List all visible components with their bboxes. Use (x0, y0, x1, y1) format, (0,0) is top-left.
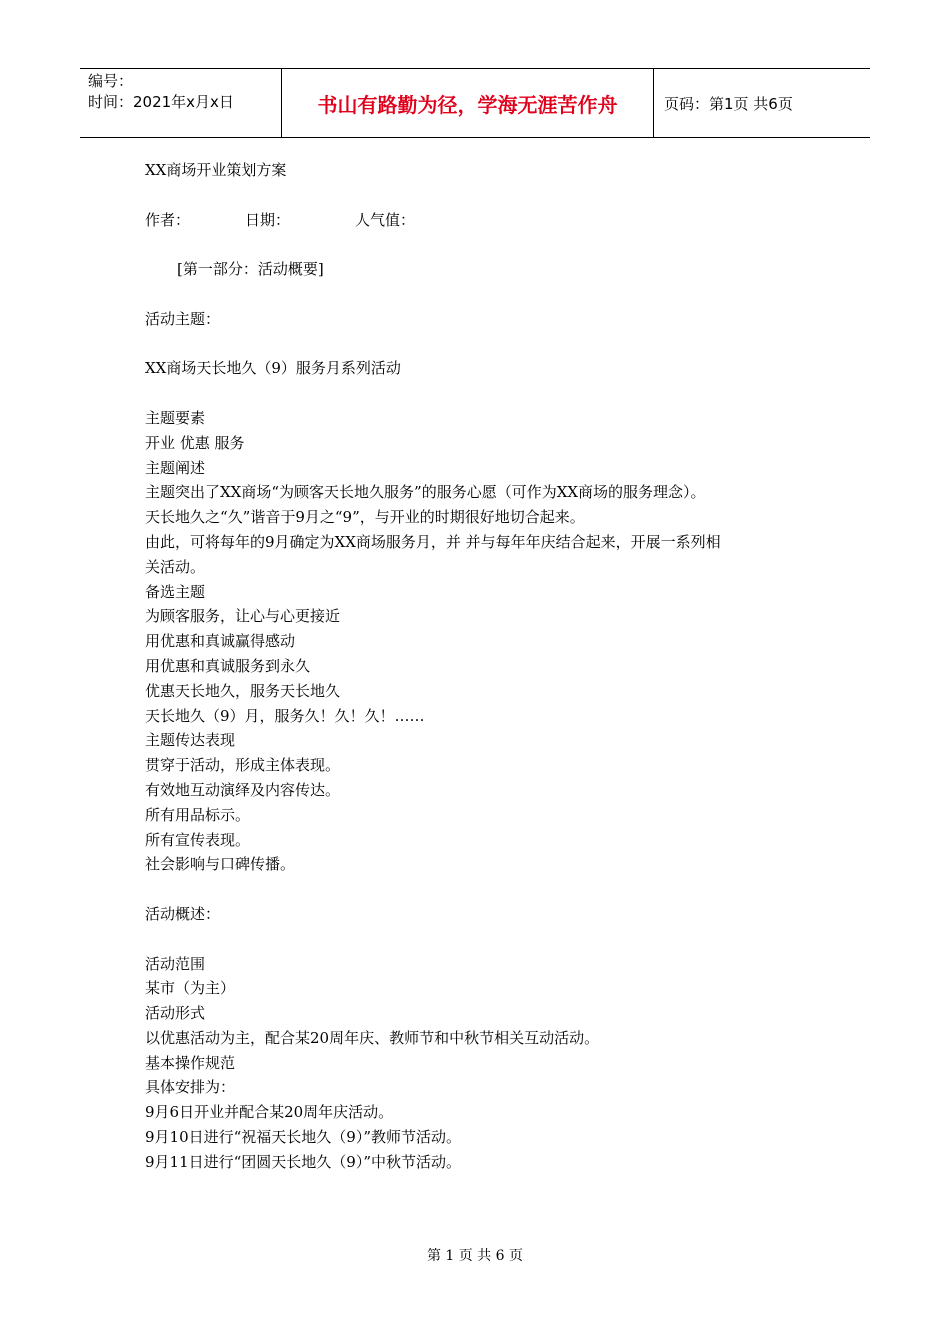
theme-heading: 活动主题： (145, 309, 221, 328)
paragraph-line: 贯穿于活动，形成主体表现。 (145, 756, 341, 775)
paragraph-line: 用优惠和真诚服务到永久 (145, 656, 311, 675)
paragraph-line: 社会影响与口碑传播。 (145, 855, 296, 874)
header-info-cell (80, 69, 282, 137)
paragraph-line: 9月6日开业并配合某20周年庆活动。 (145, 1103, 394, 1122)
doc-meta (145, 208, 815, 233)
paragraph-line: 某市（为主） (145, 979, 236, 998)
doc-title: XX商场开业策划方案 (145, 161, 287, 179)
header-page-info: 页码：第1页 共6页 (664, 94, 793, 113)
paragraph-line: 具体安排为： (145, 1078, 236, 1097)
page-footer: 第 1 页 共 6 页 (426, 1248, 524, 1264)
paragraph-line: 所有宣传表现。 (145, 830, 251, 849)
overview-details (145, 952, 815, 1175)
paragraph-line: 为顾客服务，让心与心更接近 (145, 607, 341, 626)
overview-heading: 活动概述： (145, 904, 221, 923)
paragraph-line: 基本操作规范 (145, 1053, 236, 1072)
paragraph-line: 9月11日进行“团圆天长地久（9）”中秋节活动。 (145, 1152, 462, 1171)
theme-title: XX商场天长地久（9）服务月系列活动 (145, 359, 401, 378)
paragraph-line: 所有用品标示。 (145, 805, 251, 824)
paragraph-line: 开业 优惠 服务 (145, 433, 245, 452)
paragraph-line: 备选主题 (145, 582, 206, 601)
meta-date: 日期： (245, 210, 291, 229)
theme-details (145, 406, 815, 877)
paragraph-line: 用优惠和真诚赢得感动 (145, 632, 296, 651)
paragraph-line: 主题阐述 (145, 458, 206, 477)
paragraph-line: 主题突出了XX商场“为顾客天长地久服务”的服务心愿（可作为XX商场的服务理念）。 (145, 483, 706, 502)
meta-author: 作者： (145, 210, 191, 229)
paragraph-line: 天长地久之“久”谐音于9月之“9”，与开业的时期很好地切合起来。 (145, 508, 585, 527)
header-motto: 书山有路勤为径，学海无涯苦作舟 (282, 69, 654, 137)
page-header (80, 68, 870, 138)
paragraph-line: 以优惠活动为主，配合某20周年庆、教师节和中秋节相关互动活动。 (145, 1028, 600, 1047)
meta-popularity: 人气值： (355, 210, 416, 229)
paragraph-line: 主题传达表现 (145, 731, 236, 750)
paragraph-line: 关活动。 (145, 557, 206, 576)
paragraph-line: 活动形式 (145, 1004, 206, 1023)
paragraph-line: 由此，可将每年的9月确定为XX商场服务月，并 并与每年年庆结合起来，开展一系列相 (145, 532, 721, 551)
paragraph-line: 主题要素 (145, 408, 206, 427)
document-body (145, 158, 815, 1175)
number-label: 编号： (88, 72, 134, 90)
paragraph-line: 有效地互动演绎及内容传达。 (145, 780, 341, 799)
paragraph-line: 优惠天长地久，服务天长地久 (145, 681, 341, 700)
paragraph-line: 9月10日进行“祝福天长地久（9）”教师节活动。 (145, 1128, 462, 1147)
section-part1-heading: [第一部分：活动概要] (177, 260, 324, 279)
time-label: 时间：2021年x月x日 (88, 93, 234, 111)
paragraph-line: 天长地久（9）月，服务久！久！久！…… (145, 706, 425, 725)
paragraph-line: 活动范围 (145, 954, 206, 973)
